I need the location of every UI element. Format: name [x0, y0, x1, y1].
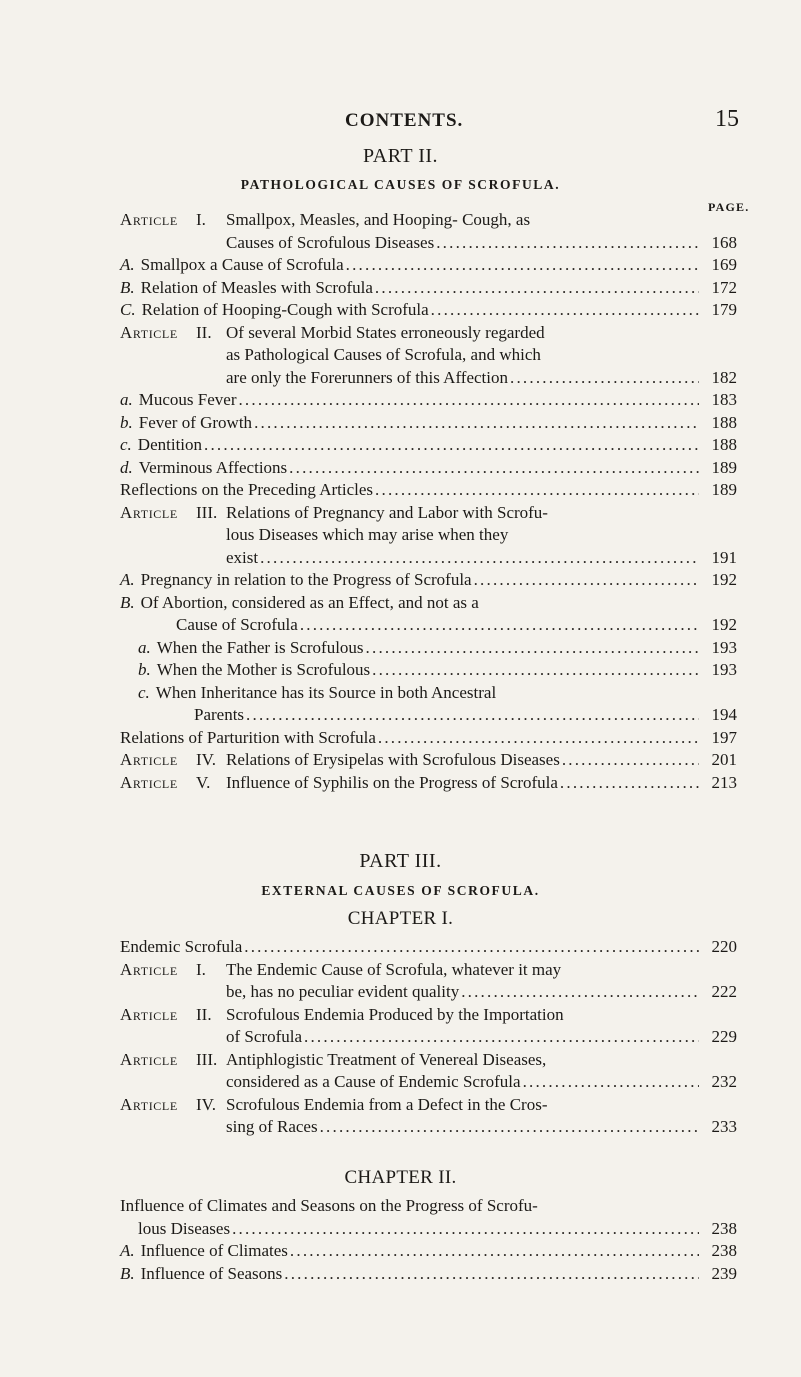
entry-title: Cause of Scrofula: [176, 615, 298, 634]
toc-line: [120, 592, 737, 615]
entry-page: 189: [711, 457, 737, 477]
entry-title: Influence of Climates: [140, 1241, 288, 1260]
entry-title: When the Mother is Scrofulous: [156, 660, 371, 679]
entry-page: 239: [711, 1263, 737, 1283]
toc-entry: [120, 1004, 737, 1049]
leader-dots: [320, 1116, 699, 1139]
entry-title: Relations of Parturition with Scrofula: [120, 727, 376, 747]
entry-title: Scrofulous Endemia from a Defect in the Cros-: [226, 1094, 548, 1114]
item-letter: B.: [120, 592, 135, 612]
entry-page: 233: [711, 1117, 737, 1136]
toc-entry: [120, 637, 737, 660]
leader-dots: [461, 981, 699, 1004]
leader-dots: [246, 704, 699, 727]
part-iii-subtitle: EXTERNAL CAUSES OF SCROFULA.: [261, 883, 540, 898]
toc-line: [120, 637, 737, 660]
toc-line: [120, 1263, 737, 1286]
entry-title: Relations of Pregnancy and Labor with Scrofu-: [226, 502, 548, 522]
entry-page: 192: [711, 570, 737, 589]
entry-page: 183: [711, 390, 737, 409]
toc-entry: [120, 682, 737, 727]
entry-title: of Scrofula: [226, 1027, 303, 1046]
toc-line: [120, 299, 737, 322]
toc-line: [120, 254, 737, 277]
leader-dots: [204, 434, 699, 457]
toc-entry: [120, 749, 737, 772]
toc-entry: [120, 254, 737, 277]
toc-entry: [120, 1049, 737, 1094]
entry-title: exist: [226, 547, 259, 567]
entry-title: considered as a Cause of Endemic Scrofula: [226, 1072, 521, 1091]
chapter-ii-heading: CHAPTER II.: [344, 1167, 457, 1188]
entry-title: Influence of Syphilis on the Progress of Scrofula: [226, 772, 558, 792]
leader-dots: [300, 614, 699, 637]
leader-dots: [562, 749, 699, 772]
item-letter: b.: [138, 660, 151, 679]
entry-title: Pregnancy in relation to the Progress of Scrofula: [140, 570, 472, 589]
article-label: Article: [120, 1004, 178, 1024]
entry-title: be, has no peculiar evident quality: [226, 982, 460, 1001]
article-label: Article: [120, 772, 178, 792]
entry-title: Endemic Scrofula: [120, 937, 243, 956]
toc-line: [120, 524, 737, 547]
toc-entry: [120, 457, 737, 480]
entry-title: When Inheritance has its Source in both Ancestral: [155, 682, 497, 702]
entry-title: Scrofulous Endemia Produced by the Importation: [226, 1004, 564, 1024]
entry-title: Of Abortion, considered as an Effect, and not as a: [140, 592, 479, 612]
chapter-i-contents: [120, 936, 737, 1139]
entry-title: Dentition: [137, 435, 203, 454]
toc-line: [120, 727, 737, 750]
article-number: II.: [196, 1004, 212, 1024]
leader-dots: [375, 479, 699, 502]
toc-line: [120, 569, 737, 592]
leader-dots: [260, 547, 699, 570]
entry-page: 168: [711, 232, 737, 252]
toc-line: [120, 614, 737, 637]
leader-dots: [372, 659, 699, 682]
leader-dots: [378, 727, 699, 750]
entry-page: 188: [711, 435, 737, 454]
toc-line: [120, 936, 737, 959]
toc-line: [120, 981, 737, 1004]
toc-line: [120, 1071, 737, 1094]
entry-title: Influence of Seasons: [140, 1263, 283, 1283]
part-ii-heading: PART II.: [362, 145, 439, 167]
running-title: CONTENTS.: [345, 110, 464, 131]
toc-line: [120, 659, 737, 682]
chapter-ii-contents: [120, 1195, 737, 1285]
article-number: I.: [196, 959, 206, 979]
toc-entry: [120, 959, 737, 1004]
toc-line: [120, 1195, 737, 1218]
toc-entry: [120, 1263, 737, 1286]
entry-page: 229: [711, 1027, 737, 1046]
part-ii-contents: [120, 209, 737, 794]
entry-title: Reflections on the Preceding Articles: [120, 480, 374, 499]
entry-page: 238: [711, 1241, 737, 1260]
entry-page: 193: [711, 637, 737, 657]
leader-dots: [366, 637, 699, 660]
entry-title: Smallpox a Cause of Scrofula: [140, 255, 344, 274]
leader-dots: [431, 299, 699, 322]
entry-title: lous Diseases which may arise when they: [226, 525, 509, 544]
article-number: II.: [196, 322, 212, 342]
toc-entry: [120, 592, 737, 637]
entry-page: 188: [711, 412, 737, 432]
leader-dots: [346, 254, 699, 277]
article-label: Article: [120, 959, 178, 979]
entry-page: 232: [711, 1072, 737, 1091]
toc-line: [120, 704, 737, 727]
toc-line: [120, 772, 737, 795]
leader-dots: [474, 569, 699, 592]
toc-entry: [120, 1240, 737, 1263]
entry-title: When the Father is Scrofulous: [156, 637, 364, 657]
toc-entry: [120, 1094, 737, 1139]
entry-page: 193: [711, 660, 737, 679]
toc-entry: [120, 209, 737, 254]
item-letter: c.: [138, 682, 150, 702]
entry-page: 197: [711, 727, 737, 747]
entry-title: The Endemic Cause of Scrofula, whatever it may: [226, 959, 562, 979]
article-number: V.: [196, 772, 211, 792]
toc-line: [120, 682, 737, 705]
entry-title: lous Diseases: [138, 1218, 231, 1238]
toc-entry: [120, 479, 737, 502]
entry-title: Causes of Scrofulous Diseases: [226, 232, 435, 252]
entry-title: Of several Morbid States erroneously regarded: [226, 322, 545, 342]
item-letter: B.: [120, 277, 135, 297]
entry-page: 189: [711, 480, 737, 499]
leader-dots: [254, 412, 699, 435]
entry-title: Fever of Growth: [138, 412, 253, 432]
entry-title: Antiphlogistic Treatment of Venereal Diseases,: [226, 1049, 547, 1069]
entry-page: 191: [711, 547, 737, 567]
toc-line: [120, 232, 737, 255]
toc-entry: [120, 502, 737, 570]
toc-line: [120, 479, 737, 502]
entry-page: 192: [711, 615, 737, 634]
article-label: Article: [120, 322, 178, 342]
item-letter: A.: [120, 255, 135, 274]
toc-line: [120, 457, 737, 480]
leader-dots: [436, 232, 699, 255]
leader-dots: [375, 277, 699, 300]
leader-dots: [232, 1218, 699, 1241]
leader-dots: [523, 1071, 699, 1094]
entry-page: 220: [711, 937, 737, 956]
entry-page: 169: [711, 255, 737, 274]
part-iii-heading: PART III.: [359, 850, 442, 872]
entry-page: 213: [711, 772, 737, 792]
toc-entry: [120, 412, 737, 435]
toc-entry: [120, 936, 737, 959]
toc-line: [120, 344, 737, 367]
toc-entry: [120, 389, 737, 412]
entry-title: Mucous Fever: [138, 390, 237, 409]
entry-page: 182: [711, 367, 737, 387]
toc-line: [120, 277, 737, 300]
article-number: III.: [196, 1049, 218, 1069]
toc-line: [120, 322, 737, 345]
entry-title: Relation of Hooping-Cough with Scrofula: [141, 300, 429, 319]
toc-entry: [120, 299, 737, 322]
entry-title: sing of Races: [226, 1117, 318, 1136]
toc-line: [120, 547, 737, 570]
running-head: [0, 106, 801, 136]
toc-entry: [120, 322, 737, 390]
toc-entry: [120, 1195, 737, 1240]
toc-line: [120, 749, 737, 772]
item-letter: B.: [120, 1263, 135, 1283]
leader-dots: [284, 1263, 699, 1286]
entry-title: as Pathological Causes of Scrofula, and which: [226, 345, 541, 364]
article-number: IV.: [196, 1094, 216, 1114]
entry-title: Smallpox, Measles, and Hooping- Cough, as: [226, 210, 531, 229]
page-number: 15: [715, 106, 739, 132]
item-letter: A.: [120, 1241, 135, 1260]
chapter-i-heading: CHAPTER I.: [347, 908, 454, 929]
toc-line: [120, 1049, 737, 1072]
item-letter: A.: [120, 570, 135, 589]
toc-line: [120, 434, 737, 457]
leader-dots: [304, 1026, 699, 1049]
entry-page: 194: [711, 705, 737, 724]
entry-page: 179: [711, 300, 737, 319]
toc-line: [120, 1116, 737, 1139]
toc-line: [120, 1094, 737, 1117]
toc-entry: [120, 772, 737, 795]
toc-line: [120, 959, 737, 982]
toc-line: [120, 502, 737, 525]
entry-title: are only the Forerunners of this Affection: [226, 367, 509, 387]
article-label: Article: [120, 1049, 178, 1069]
article-number: III.: [196, 502, 218, 522]
article-number: IV.: [196, 750, 216, 769]
toc-line: [120, 367, 737, 390]
entry-title: Relation of Measles with Scrofula: [140, 277, 373, 297]
leader-dots: [510, 367, 699, 390]
item-letter: C.: [120, 300, 136, 319]
toc-line: [120, 389, 737, 412]
toc-line: [120, 209, 737, 232]
toc-line: [120, 1004, 737, 1027]
entry-title: Relations of Erysipelas with Scrofulous Diseases: [226, 750, 560, 769]
toc-entry: [120, 659, 737, 682]
article-label: Article: [120, 210, 178, 229]
entry-page: 172: [711, 277, 737, 297]
item-letter: d.: [120, 457, 133, 477]
item-letter: b.: [120, 412, 133, 432]
entry-page: 201: [711, 750, 737, 769]
toc-entry: [120, 727, 737, 750]
entry-title: Verminous Affections: [138, 457, 288, 477]
toc-line: [120, 1026, 737, 1049]
article-label: Article: [120, 502, 178, 522]
entry-page: 238: [711, 1218, 737, 1238]
page-column-label: PAGE.: [708, 200, 750, 214]
leader-dots: [244, 936, 699, 959]
toc-line: [120, 412, 737, 435]
leader-dots: [560, 772, 699, 795]
leader-dots: [238, 389, 699, 412]
leader-dots: [289, 457, 699, 480]
article-label: Article: [120, 1094, 178, 1114]
part-ii-subtitle: PATHOLOGICAL CAUSES OF SCROFULA.: [240, 177, 561, 192]
item-letter: a.: [138, 637, 151, 657]
entry-title: Parents: [194, 705, 245, 724]
article-number: I.: [196, 210, 206, 229]
article-label: Article: [120, 750, 178, 769]
entry-title: Influence of Climates and Seasons on the Progress of Scrofu-: [120, 1196, 538, 1215]
toc-line: [120, 1218, 737, 1241]
leader-dots: [290, 1240, 699, 1263]
toc-entry: [120, 569, 737, 592]
item-letter: a.: [120, 390, 133, 409]
item-letter: c.: [120, 435, 132, 454]
toc-entry: [120, 277, 737, 300]
toc-entry: [120, 434, 737, 457]
entry-page: 222: [711, 982, 737, 1001]
toc-line: [120, 1240, 737, 1263]
